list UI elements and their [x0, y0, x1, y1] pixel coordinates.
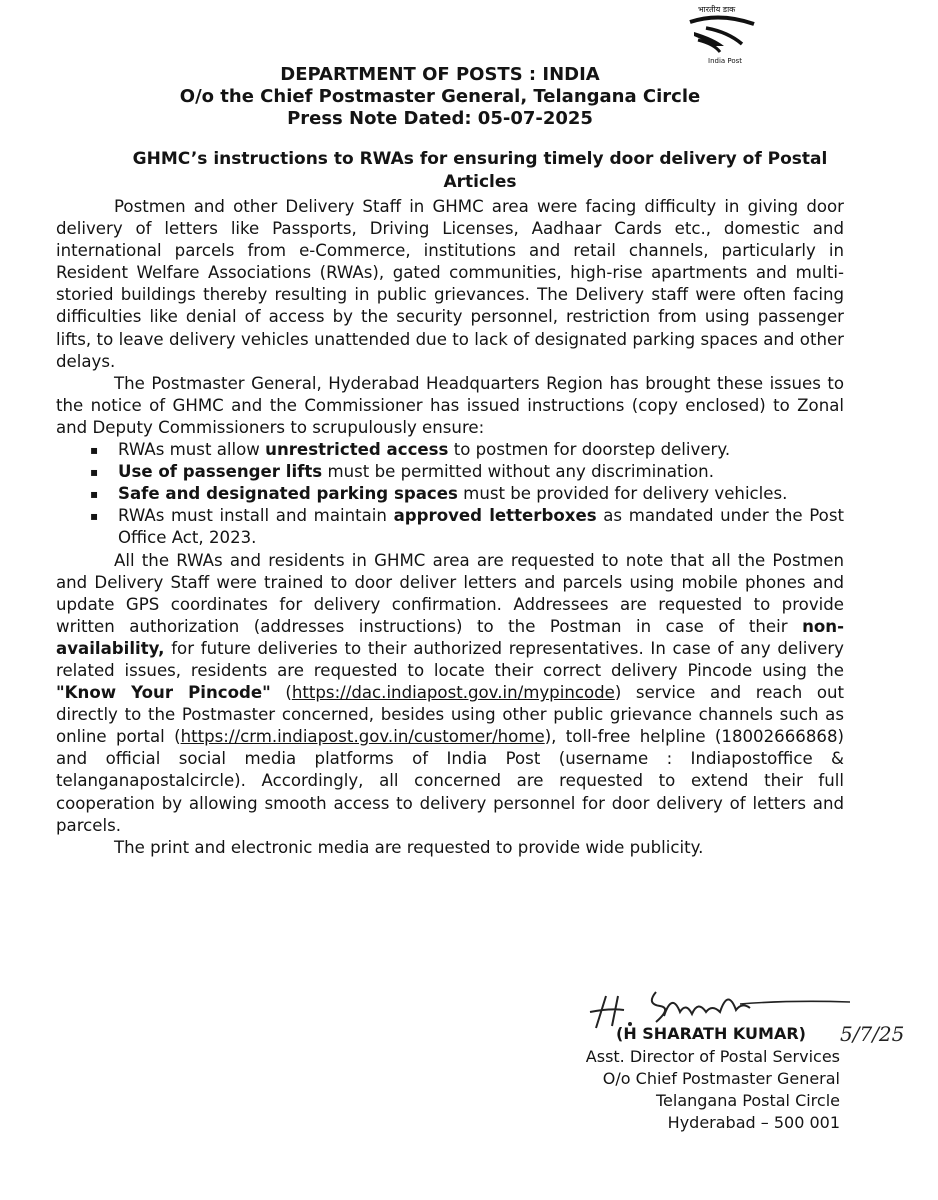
paragraph-resident-request: All the RWAs and residents in GHMC area are requested to note that all the Postmen and Delivery Staff were trained to door deliver letters and parcels using mobile phones and update GPS coordinates for delivery confirmation. Addressees are requested to provide written authorization (addresses instructions) to the Postman in case of their non-availability, for future deliveries to their authorized representatives. In case of any delivery related issues, residents are requested to locate their correct delivery Pincode using the "Know Your Pincode" (https://dac.indiapost.gov.in/mypincode) service and reach out directly to the Postmaster concerned, besides using other public grievance channels such as online portal (https://crm.indiapost.gov.in/customer/home), toll-free helpline (18002666868) and official social media platforms of India Post (username : Indiapostoffice & telanganapostalcircle). Accordingly, all concerned are requested to extend their full cooperation by allowing smooth access to delivery personnel for door delivery of letters and parcels. [56, 550, 844, 835]
designation-line: Telangana Postal Circle [655, 1091, 840, 1110]
bullet-icon: ▪ [90, 443, 99, 458]
india-post-logo [684, 2, 760, 68]
paragraph-media-request: The print and electronic media are requested to provide wide publicity. [114, 837, 704, 857]
logo-hindi-text: भारतीय डाक [698, 5, 736, 14]
india-post-emblem-icon [684, 14, 760, 56]
signatory-designation [520, 1046, 840, 1134]
bullet-icon: ▪ [90, 487, 99, 502]
crm-portal-link[interactable]: https://crm.indiapost.gov.in/customer/home [180, 727, 545, 747]
list-item: ▪ Use of passenger lifts must be permitted without any discrimination. [56, 461, 844, 483]
paragraph-problem-statement: Postmen and other Delivery Staff in GHMC area were facing difficulty in giving door delivery of letters like Passports, Driving Licenses, Aadhaar Cards etc., domestic and international parcels from e-Commerce, institutions and retail channels, particularly in Resident Welfare Associations (RWAs), gated communities, high-rise apartments and multi-storied buildings thereby resulting in public grievances. The Delivery staff were often facing difficulties like denial of access by the security personnel, restriction from using passenger lifts, to leave delivery vehicles unattended due to lack of designated parking spaces and other delays. [56, 197, 844, 371]
department-heading: DEPARTMENT OF POSTS : INDIA [280, 64, 600, 85]
bullet-icon: ▪ [90, 465, 99, 480]
logo-english-text: India Post [708, 57, 743, 65]
designation-line: Asst. Director of Postal Services [585, 1047, 840, 1066]
designation-line: O/o Chief Postmaster General [602, 1069, 840, 1088]
office-heading: O/o the Chief Postmaster General, Telangana Circle [179, 86, 701, 107]
signature-date: 5/7/25 [840, 1022, 905, 1046]
press-note-title-line1: GHMC’s instructions to RWAs for ensuring timely door delivery of Postal [132, 149, 828, 169]
list-item: ▪ RWAs must install and maintain approved letterboxes as mandated under the Post Office Act, 2023. [90, 506, 844, 548]
press-note-title-line2: Articles [443, 172, 517, 192]
press-note-date: Press Note Dated: 05-07-2025 [287, 108, 593, 129]
signatory-name: (H SHARATH KUMAR) [616, 1024, 806, 1043]
list-item: ▪ Safe and designated parking spaces must be provided for delivery vehicles. [56, 483, 844, 505]
list-item: ▪ RWAs must allow unrestricted access to postmen for doorstep delivery. [56, 439, 844, 461]
bullet-icon: ▪ [90, 509, 99, 524]
instructions-list [56, 439, 844, 549]
paragraph-pmg-action: The Postmaster General, Hyderabad Headquarters Region has brought these issues to the notice of GHMC and the Commissioner has issued instructions (copy enclosed) to Zonal and Deputy Commissioners to scrupulously ensure: [56, 373, 844, 437]
designation-line: Hyderabad – 500 001 [667, 1113, 840, 1132]
press-note-body [56, 196, 844, 859]
mypincode-link[interactable]: https://dac.indiapost.gov.in/mypincode [291, 683, 615, 703]
